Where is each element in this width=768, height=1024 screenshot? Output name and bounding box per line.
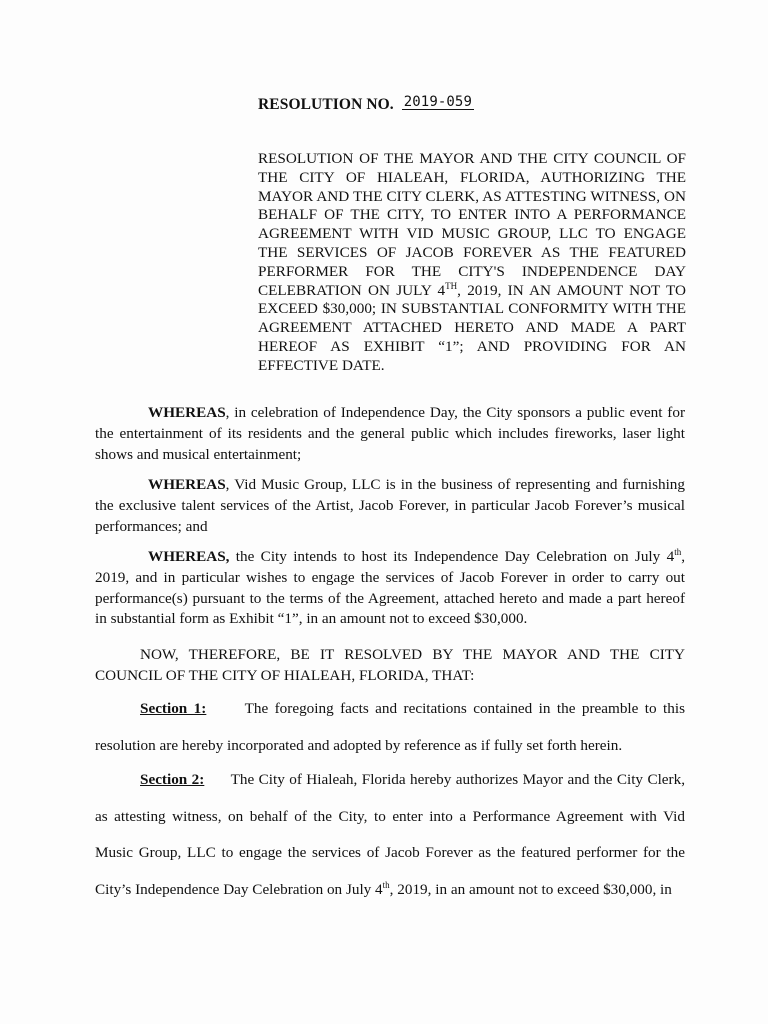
resolution-title (258, 96, 474, 114)
caption-line: BEHALF OF THE CITY, TO ENTER INTO A PERFORMANCE (258, 206, 686, 224)
whereas-paragraph-2: WHEREAS, Vid Music Group, LLC is in the business of representing and furnishing the exclusive talent services of the Artist, Jacob Forever, in particular Jacob Forever’s musical performances; and (95, 476, 685, 535)
caption-line: HEREOF AS EXHIBIT “1”; AND PROVIDING FOR AN (258, 337, 686, 355)
resolution-caption (258, 150, 686, 376)
caption-line: AGREEMENT WITH VID MUSIC GROUP, LLC TO ENGAGE (258, 225, 686, 243)
resolution-number: 2019-059 (403, 94, 472, 110)
caption-line: EFFECTIVE DATE. (258, 356, 385, 374)
caption-line: THE SERVICES OF JACOB FOREVER AS THE FEATURED (258, 243, 686, 261)
whereas-label: WHEREAS (148, 404, 226, 421)
caption-line: CELEBRATION ON JULY 4TH, 2019, IN AN AMOUNT NOT TO (258, 280, 686, 299)
resolution-title-label: RESOLUTION NO. (258, 96, 394, 113)
section-2-paragraph: Section 2: The City of Hialeah, Florida hereby authorizes Mayor and the City Clerk, as attesting witness, on behalf of the City, to enter into a Performance Agreement with Vid Music Group, LLC to engage the services of Jacob Forever as the featured performer for the City’s Independence Day Celebration on July 4th, 2019, in an amount not to exceed $30,000, in (95, 771, 685, 898)
section-2-label: Section 2: (140, 771, 205, 788)
caption-line: AGREEMENT ATTACHED HERETO AND MADE A PART (258, 319, 686, 337)
caption-line: RESOLUTION OF THE MAYOR AND THE CITY COUNCIL OF (258, 150, 686, 167)
section-1-label: Section 1: (140, 700, 207, 717)
whereas-paragraph-3: WHEREAS, the City intends to host its Independence Day Celebration on July 4th, 2019, and in particular wishes to engage the services of Jacob Forever in order to carry out performance(s) pursuant to the terms of the Agreement, attached hereto and made a part hereof in substantial form as Exhibit “1”, in an amount not to exceed $30,000. (95, 546, 685, 628)
caption-line: THE CITY OF HIALEAH, FLORIDA, AUTHORIZING THE (258, 168, 686, 186)
caption-line: MAYOR AND THE CITY CLERK, AS ATTESTING WITNESS, ON (258, 187, 686, 205)
whereas-label: WHEREAS (148, 476, 226, 493)
whereas-label: WHEREAS, (148, 548, 230, 565)
caption-line: PERFORMER FOR THE CITY'S INDEPENDENCE DAY (258, 262, 686, 280)
now-therefore-paragraph: NOW, THEREFORE, BE IT RESOLVED BY THE MAYOR AND THE CITY COUNCIL OF THE CITY OF HIALEAH, FLORIDA, THAT: (95, 646, 685, 684)
caption-line: EXCEED $30,000; IN SUBSTANTIAL CONFORMITY WITH THE (258, 300, 686, 318)
whereas-paragraph-1: WHEREAS, in celebration of Independence Day, the City sponsors a public event for the entertainment of its residents and the general public which includes fireworks, laser light shows and musical entertainment; (95, 404, 685, 463)
section-1-paragraph: Section 1: The foregoing facts and recitations contained in the preamble to this resolution are hereby incorporated and adopted by reference as if fully set forth herein. (95, 700, 685, 754)
